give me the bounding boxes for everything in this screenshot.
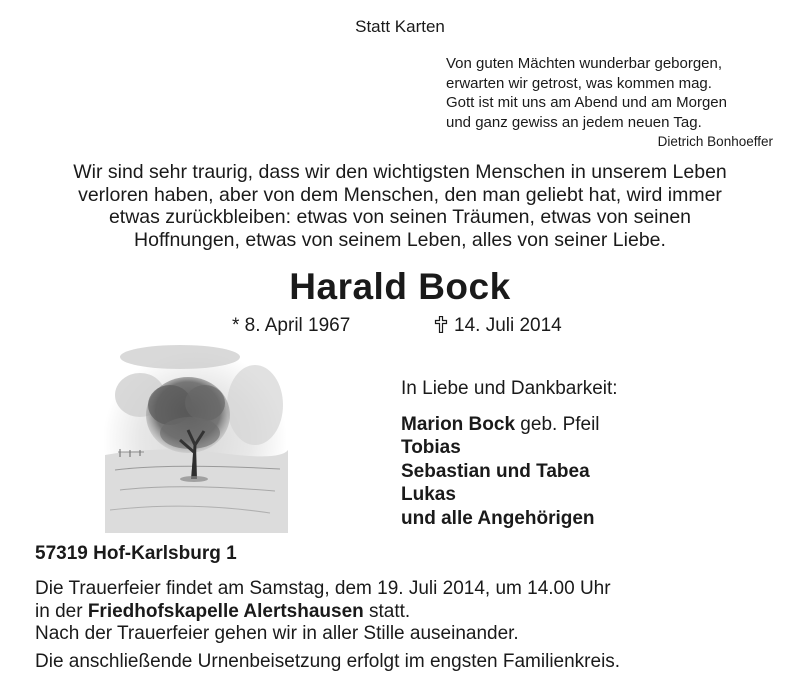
family-member: Tobias: [401, 437, 461, 458]
tree-landscape-image: [100, 345, 290, 533]
service-line: Die Trauerfeier findet am Samstag, dem 19. Juli 2014, um 14.00 Uhr: [35, 578, 611, 599]
poem-line: und ganz gewiss an jedem neuen Tag.: [446, 113, 702, 131]
poem-line: Von guten Mächten wunderbar geborgen,: [446, 55, 723, 72]
poem: [446, 54, 727, 132]
lead-line: Hoffnungen, etwas von seinem Leben, alles von seiner Liebe.: [134, 228, 666, 251]
poem-line: Gott ist mit uns am Abend und am Morgen: [446, 94, 727, 111]
service-line2-post: statt.: [363, 600, 411, 622]
service-place: Friedhofskapelle Alertshausen: [87, 600, 364, 622]
deceased-name: Harald Bock: [289, 266, 511, 307]
service-line: [35, 601, 611, 624]
lead-line: etwas zurückbleiben: etwas von seinen Träumen, etwas von seinen: [108, 206, 692, 228]
family-member: Lukas: [401, 484, 456, 505]
family-spouse: [401, 413, 618, 437]
lead-text: [0, 161, 800, 251]
lead-line: Wir sind sehr traurig, dass wir den wichtigsten Menschen in unserem Leben: [73, 161, 727, 183]
spouse-name: Marion Bock: [401, 413, 516, 435]
spouse-suffix: geb. Pfeil: [515, 413, 600, 435]
service-line: Nach der Trauerfeier gehen wir in aller Stille auseinander.: [35, 623, 519, 644]
family-member: Sebastian und Tabea: [401, 460, 590, 482]
service-info: [35, 578, 611, 646]
death-date-text: 14. Juli 2014: [454, 315, 562, 336]
poem-author: Dietrich Bonhoeffer: [657, 134, 773, 149]
header-title: Statt Karten: [355, 17, 445, 36]
birth-date: * 8. April 1967: [232, 315, 351, 336]
closing-note: Die anschließende Urnenbeisetzung erfolgt im engsten Familienkreis.: [35, 651, 621, 672]
family-member: und alle Angehörigen: [401, 507, 595, 529]
family-list: [401, 377, 618, 530]
service-line2-pre: in der: [35, 600, 88, 622]
family-intro: In Liebe und Dankbarkeit:: [401, 378, 618, 399]
lead-line: verloren haben, aber von dem Menschen, den man geliebt hat, wird immer: [78, 183, 722, 206]
death-date: [434, 315, 562, 337]
poem-line: erwarten wir getrost, was kommen mag.: [446, 74, 712, 92]
address: 57319 Hof-Karlsburg 1: [35, 543, 237, 564]
cross-icon: [434, 316, 448, 333]
